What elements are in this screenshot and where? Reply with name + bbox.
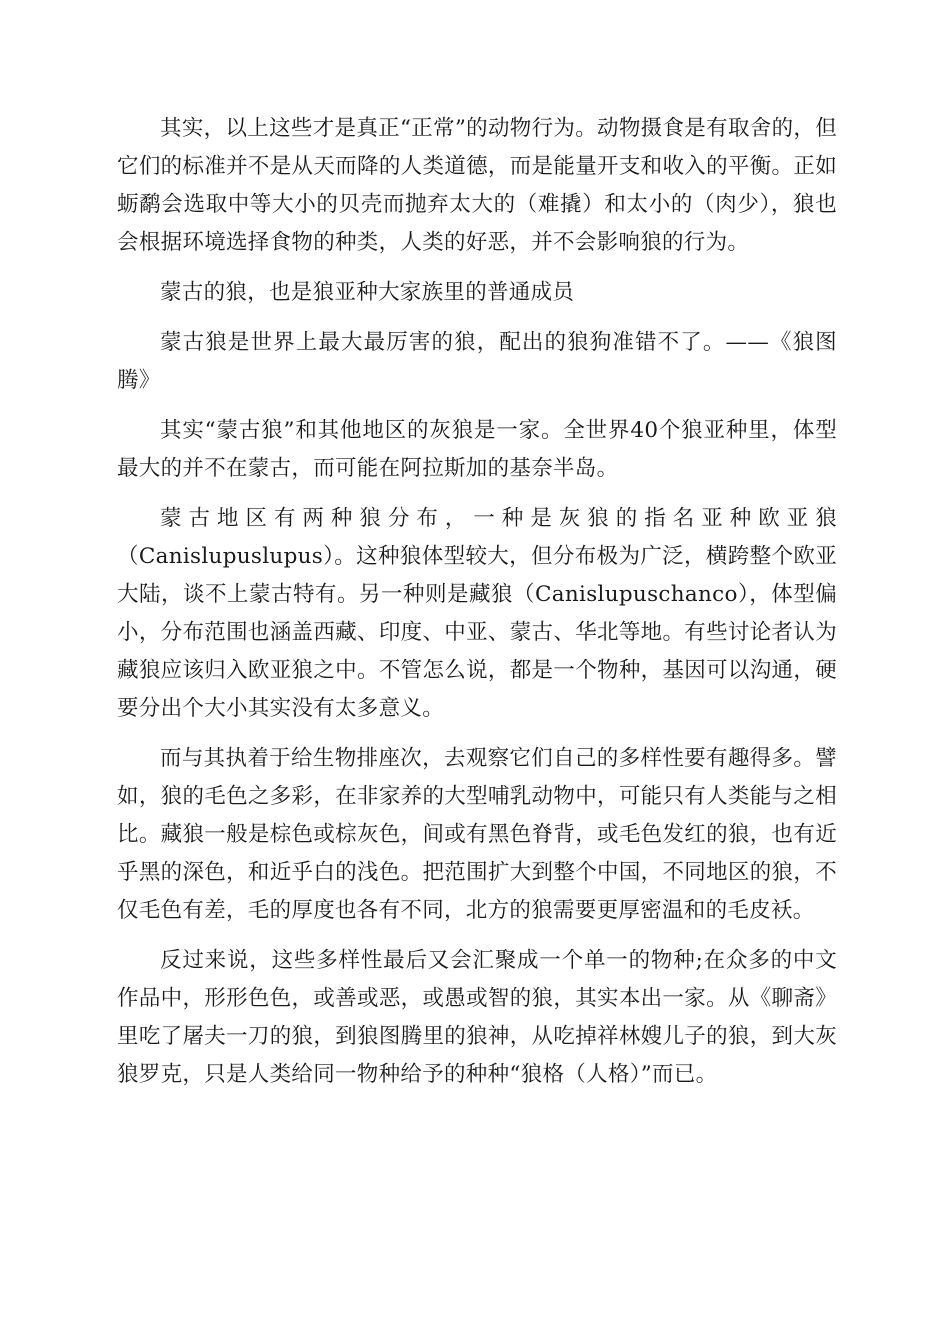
quote-wolf-totem: 蒙古狼是世界上最大最厉害的狼，配出的狼狗准错不了。——《狼图腾》 [117,330,837,393]
paragraph-fur-diversity: 而与其执着于给生物排座次，去观察它们自己的多样性要有趣得多。譬如，狼的毛色之多彩，在非家养的大型哺乳动物中，可能只有人类能与之相比。藏狼一般是棕色或棕灰色，间或有黑色脊背，或毛色发红的狼，也有近乎黑的深色，和近乎白的浅色。把范围扩大到整个中国，不同地区的狼，不仅毛色有差，毛的厚度也各有不同，北方的狼需要更厚密温和的毛皮袄。 [117,746,837,923]
paragraph-diet-behavior: 其实，以上这些才是真正“正常”的动物行为。动物摄食是有取舍的，但它们的标准并不是从天而降的人类道德，而是能量开支和收入的平衡。正如蛎鹬会选取中等大小的贝壳而抛弃太大的（难撬）和太小的（肉少），狼也会根据环境选择食物的种类，人类的好恶，并不会影响狼的行为。 [117,116,837,255]
section-heading-mongolian-wolf: 蒙古的狼，也是狼亚种大家族里的普通成员 [160,280,575,305]
paragraph-single-species: 反过来说，这些多样性最后又会汇聚成一个单一的物种;在众多的中文作品中，形形色色，或善或恶，或愚或智的狼，其实本出一家。从《聊斋》里吃了屠夫一刀的狼，到狼图腾里的狼神，从吃掉祥林嫂儿子的狼，到大灰狼罗克，只是人类给同一物种给予的种种“狼格（人格）”而已。 [117,948,837,1087]
paragraph-wolf-subspecies: 蒙古地区有两种狼分布，一种是灰狼的指名亚种欧亚狼（Canislupuslupus）。这种狼体型较大，但分布极为广泛，横跨整个欧亚大陆，谈不上蒙古特有。另一种则是藏狼（Canislupuschanco），体型偏小，分布范围也涵盖西藏、印度、中亚、蒙古、华北等地。有些讨论者认为藏狼应该归入欧亚狼之中。不管怎么说，都是一个物种，基因可以沟通，硬要分出个大小其实没有太多意义。 [117,506,837,721]
paragraph-gray-wolf-family: 其实“蒙古狼”和其他地区的灰狼是一家。全世界40个狼亚种里，体型最大的并不在蒙古，而可能在阿拉斯加的基奈半岛。 [117,418,837,481]
article-body [117,110,837,1106]
